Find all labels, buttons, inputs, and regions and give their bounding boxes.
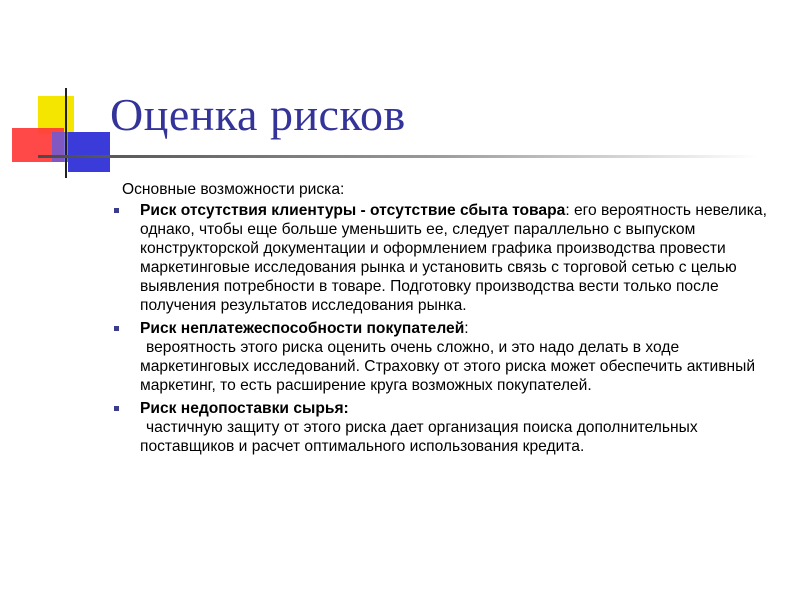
slide-title: Оценка рисков xyxy=(110,89,406,140)
item-heading: Риск отсутствия клиентуры - отсутствие сбыта товара xyxy=(140,202,566,219)
square-bullet-icon xyxy=(114,406,119,411)
item-heading: Риск неплатежеспособности покупателей xyxy=(140,320,465,337)
item-text: : xyxy=(464,320,469,337)
square-bullet-icon xyxy=(114,208,119,213)
intro-text: Основные возможности риска: xyxy=(122,181,345,198)
item-detail: частичную защиту от этого риска дает организация поиска дополнительных поставщиков и расчет оптимального использования кредита. xyxy=(140,419,698,455)
title-underline xyxy=(38,155,758,158)
square-bullet-icon xyxy=(114,326,119,331)
slide-body xyxy=(112,180,772,460)
list-item xyxy=(112,319,772,395)
item-heading: Риск недопоставки сырья: xyxy=(140,400,349,417)
list-item xyxy=(112,201,772,315)
deco-blue-square xyxy=(68,132,110,172)
item-text: : его вероятность невелика, однако, чтобы еще больше уменьшить ее, следует параллельно с выпуском конструкторской документации и оформлением графика производства провести маркетинговые исследования рынка и установить связь с торговой сетью с целью выявления потребности в товаре. Подготовку производства вести только после получения результатов исследования рынка. xyxy=(140,202,767,314)
item-detail: вероятность этого риска оценить очень сложно, и это надо делать в ходе маркетинговых исследований. Страховку от этого риска может обеспечить активный маркетинг, то есть расширение круга возможных покупателей. xyxy=(140,339,756,394)
list-item xyxy=(112,399,772,456)
